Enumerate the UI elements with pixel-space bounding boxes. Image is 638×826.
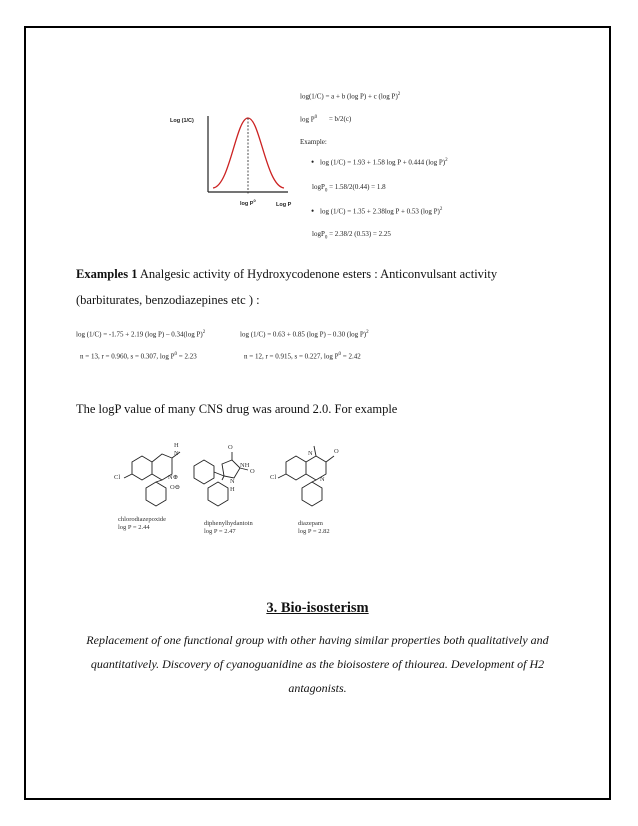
examples-paragraph (76, 261, 576, 313)
right-stats: n = 12, r = 0.915, s = 0.227, $\log P^0 = 2.42$ (244, 352, 361, 361)
diphenylhydantoin-name: diphenylhydantoin (204, 520, 253, 527)
molecules-svg (110, 440, 370, 520)
x-axis-label: Log P (276, 202, 292, 208)
right-equation: log (1/C) = 0.63 + 0.85 (log P) – 0.30 (log P)$^2$ (240, 330, 369, 339)
examples-label: Examples 1 (76, 267, 138, 281)
n-plus-atom: N⊕ (168, 474, 179, 481)
cl-atom-1: Cl (114, 474, 121, 481)
diazepam-caption (298, 520, 330, 536)
n-atom-2: N (230, 478, 235, 485)
examples-line-1: Examples 1 Analgesic activity of Hydroxycodenone esters : Anticonvulsant activity (76, 267, 498, 281)
paragraph-line-2: quantitatively. Discovery of cyanoguanidine as the bioisostere of thiourea. Development of H2 (90, 657, 545, 671)
example2-logp0: logP$_0$ = 2.38/2 (0.53) = 2.25 (312, 230, 391, 241)
diphenylhydantoin-structure (194, 452, 248, 506)
example1-equation: • log (1/C) = 1.93 + 1.58 log P + 0.444 (log P)$^2$ (320, 158, 448, 166)
cl-atom-2: Cl (270, 474, 277, 481)
paragraph-line-1: Replacement of one functional group with other having similar properties both qualitatively and (86, 633, 549, 647)
molecules-figure (110, 440, 370, 545)
paragraph-line-3: antagonists. (288, 681, 347, 695)
diazepam-name: diazepam (298, 520, 323, 527)
examples-line-2: (barbiturates, benzodiazepines etc ) : (76, 293, 260, 307)
chlorodiazepoxide-caption (118, 516, 166, 532)
chlorodiazepoxide-name: chlorodiazepoxide (118, 516, 167, 523)
n-atom-1: N (174, 450, 179, 457)
o-atom-2: O (250, 468, 255, 475)
parabolic-curve (213, 118, 284, 188)
chlorodiazepoxide-logp: log P = 2.44 (118, 524, 150, 531)
example2-equation: • log (1/C) = 1.35 + 2.38log P + 0.53 (log P)$^2$ (320, 207, 442, 215)
left-equation: log (1/C) = -1.75 + 2.19 (log P) – 0.34(log P)$^2$ (76, 330, 206, 339)
cns-text: The logP value of many CNS drug was around 2.0. For example (76, 402, 398, 416)
o-atom-3: O (334, 448, 339, 455)
example-label: Example: (300, 138, 327, 146)
logp0-equation: $\log P^0 = b/2(c)$ (300, 115, 352, 124)
o-minus-atom: O⊖ (170, 484, 181, 491)
parabola-graph (168, 106, 298, 212)
example1-logp0: logP$_0$ = 1.58/2(0.44) = 1.8 (312, 183, 386, 194)
peak-label: $\log P^0$ (240, 198, 256, 207)
diazepam-structure (278, 446, 334, 506)
section-heading: 3. Bio-isosterism (266, 600, 369, 616)
h-atom-2: H (230, 486, 235, 493)
left-stats: n = 13, r = 0.960, s = 0.307, $\log P^0 = 2.23$ (80, 352, 197, 361)
o-atom-1: O (228, 444, 233, 451)
n-atom-3: N (308, 450, 313, 457)
h-atom: H (174, 442, 179, 449)
y-axis-label: Log (1/C) (170, 118, 194, 124)
diphenylhydantoin-logp: log P = 2.47 (204, 528, 236, 535)
general-equation: log(1/C) = a + b (log P) + c (log P)$^2$ (300, 92, 401, 101)
diazepam-logp: log P = 2.82 (298, 528, 330, 535)
nh-atom: NH (240, 462, 250, 469)
n-atom-4: N (320, 476, 325, 483)
diphenylhydantoin-caption (204, 520, 253, 536)
bioisosterism-paragraph (40, 628, 595, 700)
